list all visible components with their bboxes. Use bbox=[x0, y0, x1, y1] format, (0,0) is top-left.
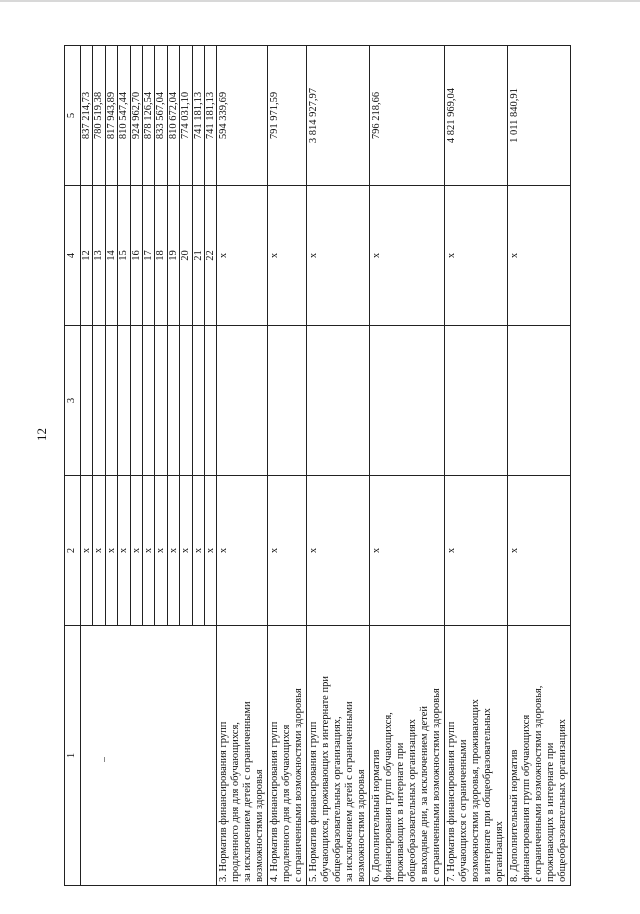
empty-cell bbox=[204, 626, 216, 886]
value-cell: 833 567,04 bbox=[155, 46, 167, 186]
normative-name-line: 7. Норматив финансирования групп bbox=[446, 721, 458, 882]
mark-cell: х bbox=[105, 476, 117, 626]
normative-name-line: 3. Норматив финансирования групп bbox=[218, 721, 230, 882]
normative-name-line: проживающих в интернате при bbox=[545, 742, 557, 882]
value-cell: 3 814 927,97 bbox=[307, 46, 370, 186]
empty-cell bbox=[118, 626, 130, 886]
normative-name-line: проживающих в интернате при bbox=[395, 742, 407, 882]
normative-name-line: за исключением детей с ограниченными bbox=[242, 701, 254, 882]
mark-cell: х bbox=[192, 476, 204, 626]
normative-name-line: общеобразовательных организациях, bbox=[332, 716, 344, 882]
mark-cell: х bbox=[130, 476, 142, 626]
value-cell: 791 971,59 bbox=[268, 46, 307, 186]
normatives-table bbox=[64, 45, 571, 886]
normative-name-line: с ограниченными возможностями здоровья bbox=[431, 688, 443, 882]
value-cell: 817 943,89 bbox=[105, 46, 117, 186]
mark-cell: х bbox=[445, 186, 508, 326]
normative-name-line: в выходные дни, за исключением детей bbox=[419, 705, 431, 882]
mark-cell: х bbox=[268, 476, 307, 626]
empty-cell bbox=[155, 626, 167, 886]
normative-name-cell bbox=[445, 626, 508, 886]
continued-row bbox=[105, 46, 117, 886]
empty-cell bbox=[307, 326, 370, 476]
value-cell: 924 962,70 bbox=[130, 46, 142, 186]
value-cell: 780 519,38 bbox=[93, 46, 105, 186]
empty-cell bbox=[180, 326, 192, 476]
normative-name-cell bbox=[268, 626, 307, 886]
index-cell: 15 bbox=[118, 186, 130, 326]
normative-name-line: возможностями здоровья bbox=[356, 769, 368, 882]
empty-cell bbox=[204, 326, 216, 476]
empty-cell bbox=[370, 326, 445, 476]
normative-name-line: с ограниченными возможностями здоровья bbox=[293, 688, 305, 882]
mark-cell: х bbox=[217, 476, 268, 626]
empty-cell bbox=[508, 326, 571, 476]
header-cell: 3 bbox=[65, 326, 81, 476]
normative-name-line: 6. Дополнительный норматив bbox=[371, 749, 383, 882]
index-cell: 20 bbox=[180, 186, 192, 326]
mark-cell: х bbox=[445, 476, 508, 626]
index-cell: 16 bbox=[130, 186, 142, 326]
mark-cell: х bbox=[508, 476, 571, 626]
value-cell: 741 181,13 bbox=[192, 46, 204, 186]
empty-cell bbox=[130, 326, 142, 476]
empty-cell bbox=[118, 326, 130, 476]
mark-cell: х bbox=[155, 476, 167, 626]
header-cell: 2 bbox=[65, 476, 81, 626]
mark-cell: х bbox=[118, 476, 130, 626]
normative-name-cell bbox=[307, 626, 370, 886]
normative-name-line: 4. Норматив финансирования групп bbox=[269, 721, 281, 882]
normative-name-line: общеобразовательных организациях bbox=[557, 718, 569, 882]
normative-name-line: общеобразовательных организациях bbox=[407, 718, 419, 882]
empty-cell bbox=[105, 326, 117, 476]
empty-cell bbox=[142, 626, 154, 886]
mark-cell: х bbox=[370, 476, 445, 626]
normative-row bbox=[307, 46, 370, 886]
mark-cell: х bbox=[268, 186, 307, 326]
continued-row bbox=[192, 46, 204, 886]
normative-name-line: продленного дня для обучающихся, bbox=[230, 722, 242, 882]
empty-cell bbox=[192, 626, 204, 886]
continued-row bbox=[155, 46, 167, 886]
value-cell: 810 547,44 bbox=[118, 46, 130, 186]
header-row bbox=[65, 46, 81, 886]
mark-cell: х bbox=[307, 476, 370, 626]
normative-row bbox=[370, 46, 445, 886]
normative-name-line: организациях bbox=[494, 821, 506, 882]
empty-cell bbox=[268, 326, 307, 476]
header-cell: 1 bbox=[65, 626, 81, 886]
index-cell: 19 bbox=[167, 186, 179, 326]
normative-row bbox=[445, 46, 508, 886]
empty-cell bbox=[130, 626, 142, 886]
empty-cell bbox=[93, 326, 105, 476]
mark-cell: х bbox=[508, 186, 571, 326]
mark-cell: х bbox=[180, 476, 192, 626]
scan-edge bbox=[0, 0, 640, 2]
index-cell: 22 bbox=[204, 186, 216, 326]
continued-row bbox=[118, 46, 130, 886]
normative-name-line: с ограниченными возможностями здоровья, bbox=[533, 685, 545, 882]
normative-name-line: финансирования групп обучающихся, bbox=[383, 712, 395, 882]
normative-name-line: за исключением детей с ограниченными bbox=[344, 701, 356, 882]
normative-name-cell bbox=[217, 626, 268, 886]
value-cell: 810 672,04 bbox=[167, 46, 179, 186]
mark-cell: х bbox=[142, 476, 154, 626]
mark-cell: х bbox=[81, 476, 93, 626]
continued-row bbox=[93, 46, 105, 886]
empty-cell bbox=[155, 326, 167, 476]
normative-name-line: продленного дня для обучающихся bbox=[281, 724, 293, 882]
normative-name-line: возможностями здоровья bbox=[254, 769, 266, 882]
continued-row bbox=[180, 46, 192, 886]
value-cell: 1 011 840,91 bbox=[508, 46, 571, 186]
index-cell: 21 bbox=[192, 186, 204, 326]
index-cell: 14 bbox=[105, 186, 117, 326]
page-number: 12 bbox=[34, 428, 49, 441]
empty-cell bbox=[81, 326, 93, 476]
normative-row bbox=[268, 46, 307, 886]
index-cell: 17 bbox=[142, 186, 154, 326]
empty-cell bbox=[93, 626, 105, 886]
continued-row bbox=[130, 46, 142, 886]
value-cell: 774 031,10 bbox=[180, 46, 192, 186]
normative-row bbox=[217, 46, 268, 886]
normative-name-cell bbox=[370, 626, 445, 886]
normative-name-line: в интернате при общеобразовательных bbox=[482, 708, 494, 882]
value-cell: 594 339,69 bbox=[217, 46, 268, 186]
rotated-page-content bbox=[64, 46, 594, 886]
empty-cell bbox=[167, 326, 179, 476]
normative-row bbox=[508, 46, 571, 886]
continued-row bbox=[81, 46, 93, 886]
value-cell: 796 218,66 bbox=[370, 46, 445, 186]
continued-row bbox=[142, 46, 154, 886]
normative-name-line: 5. Норматив финансирования групп bbox=[308, 721, 320, 882]
mark-cell: х bbox=[204, 476, 216, 626]
empty-cell bbox=[192, 326, 204, 476]
empty-cell bbox=[142, 326, 154, 476]
normative-name-cell bbox=[508, 626, 571, 886]
normative-name-line: обучающихся, проживающих в интернате при bbox=[320, 676, 332, 882]
mark-cell: х bbox=[370, 186, 445, 326]
value-cell: 4 821 969,04 bbox=[445, 46, 508, 186]
normative-name-line: возможностями здоровья, проживающих bbox=[470, 699, 482, 882]
empty-cell bbox=[105, 626, 117, 886]
empty-cell bbox=[81, 626, 93, 886]
value-cell: 741 181,13 bbox=[204, 46, 216, 186]
index-cell: 12 bbox=[81, 186, 93, 326]
index-cell: 18 bbox=[155, 186, 167, 326]
empty-cell bbox=[217, 326, 268, 476]
mark-cell: х bbox=[167, 476, 179, 626]
continued-row bbox=[167, 46, 179, 886]
empty-cell bbox=[445, 326, 508, 476]
empty-cell bbox=[180, 626, 192, 886]
mark-cell: х bbox=[93, 476, 105, 626]
continued-row bbox=[204, 46, 216, 886]
value-cell: 837 214,73 bbox=[81, 46, 93, 186]
empty-cell bbox=[167, 626, 179, 886]
header-cell: 5 bbox=[65, 46, 81, 186]
normative-name-line: 8. Дополнительный норматив bbox=[509, 749, 521, 882]
value-cell: 878 126,54 bbox=[142, 46, 154, 186]
mark-cell: х bbox=[307, 186, 370, 326]
normative-name-line: обучающихся с ограниченными bbox=[458, 739, 470, 882]
mark-cell: х bbox=[217, 186, 268, 326]
normative-name-line: финансирования групп обучающихся bbox=[521, 714, 533, 882]
index-cell: 13 bbox=[93, 186, 105, 326]
header-cell: 4 bbox=[65, 186, 81, 326]
